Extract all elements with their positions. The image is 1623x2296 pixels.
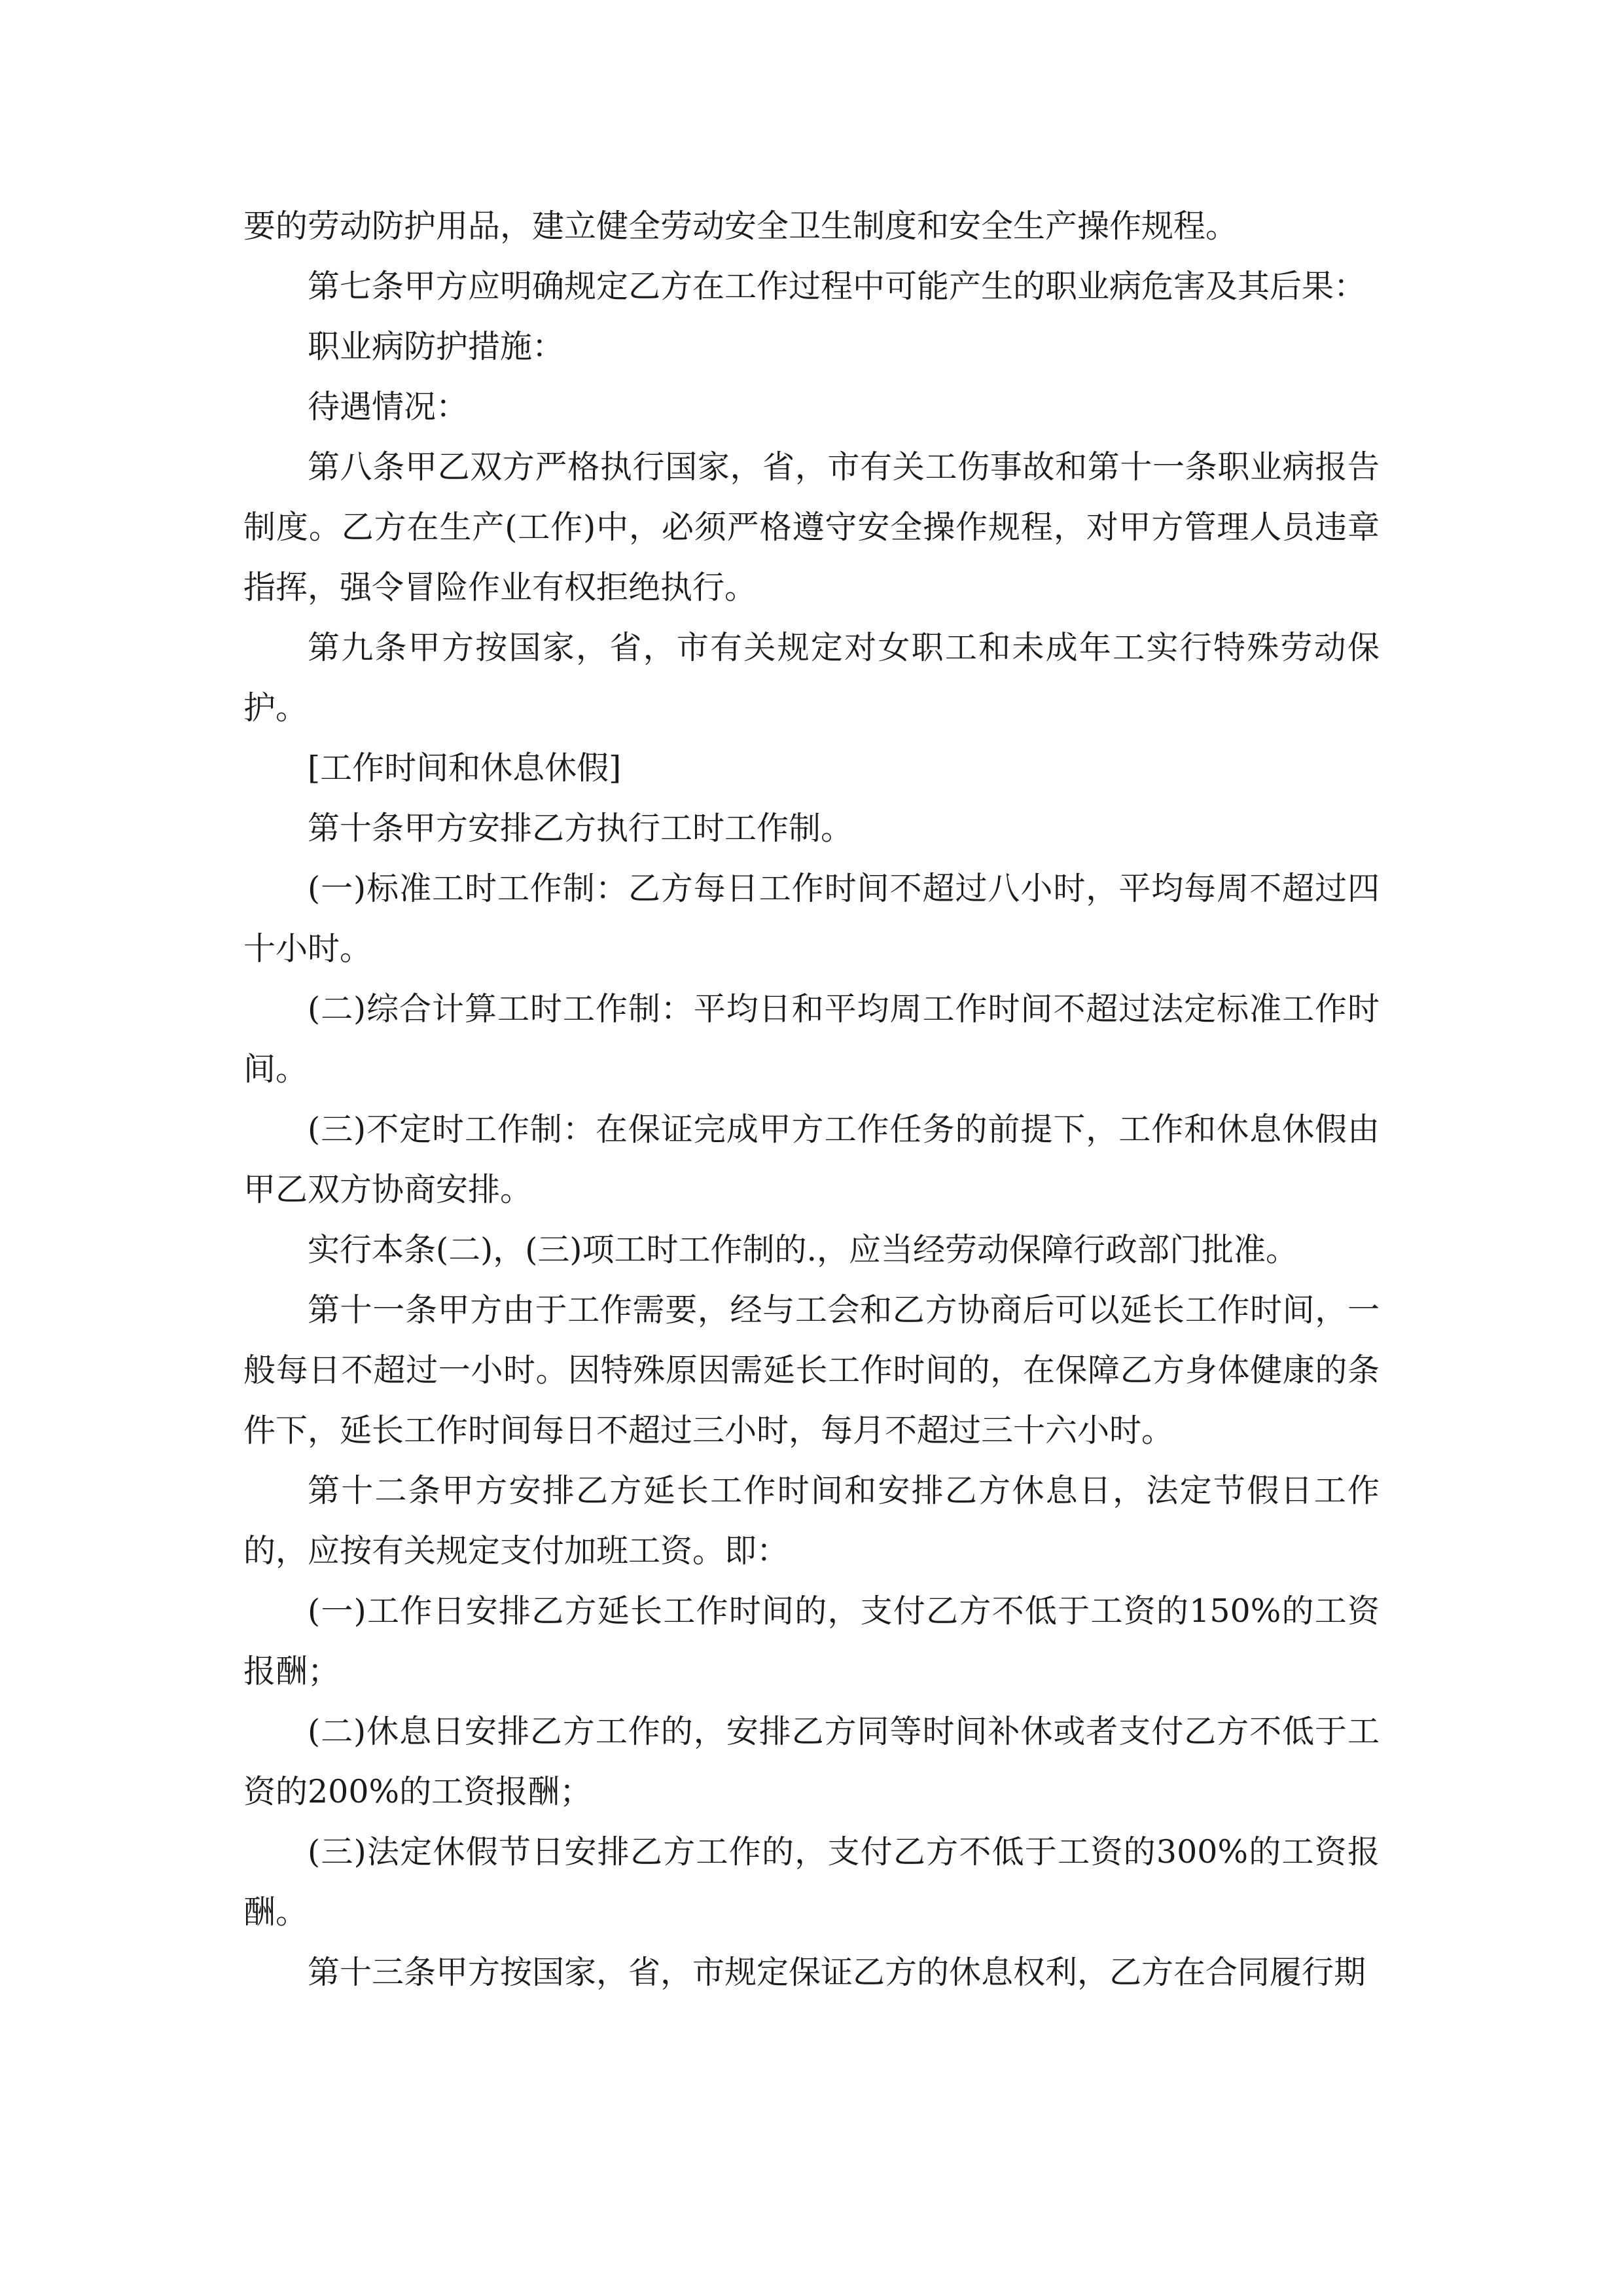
paragraph-flexible-hours: (三)不定时工作制：在保证完成甲方工作任务的前提下，工作和休息休假由甲乙双方协商安排。 xyxy=(243,1111,1380,1208)
paragraph-occupational-protection: 职业病防护措施： xyxy=(308,328,565,365)
paragraph-treatment: 待遇情况： xyxy=(308,388,469,425)
paragraph-article-7: 第七条甲方应明确规定乙方在工作过程中可能产生的职业病危害及其后果： xyxy=(308,268,1366,305)
document-body xyxy=(243,196,1380,2003)
paragraph-approval: 实行本条(二)，(三)项工时工作制的.，应当经劳动保障行政部门批准。 xyxy=(308,1231,1298,1268)
paragraph-article-13: 第十三条甲方按国家，省，市规定保证乙方的休息权利，乙方在合同履行期 xyxy=(308,1954,1366,1991)
paragraph-continuation: 要的劳动防护用品，建立健全劳动安全卫生制度和安全生产操作规程。 xyxy=(243,207,1238,245)
paragraph-overtime-restday: (二)休息日安排乙方工作的，安排乙方同等时间补休或者支付乙方不低于工资的200%的工资报酬； xyxy=(243,1713,1380,1810)
paragraph-article-12: 第十二条甲方安排乙方延长工作时间和安排乙方休息日，法定节假日工作的，应按有关规定支付加班工资。即： xyxy=(243,1472,1380,1570)
paragraph-comprehensive-hours: (二)综合计算工时工作制：平均日和平均周工作时间不超过法定标准工作时间。 xyxy=(243,990,1380,1088)
paragraph-overtime-holiday: (三)法定休假节日安排乙方工作的，支付乙方不低于工资的300%的工资报酬。 xyxy=(243,1833,1380,1931)
paragraph-article-8: 第八条甲乙双方严格执行国家，省，市有关工伤事故和第十一条职业病报告制度。乙方在生产(工作)中，必须严格遵守安全操作规程，对甲方管理人员违章指挥，强令冒险作业有权拒绝执行。 xyxy=(243,448,1380,606)
paragraph-standard-hours: (一)标准工时工作制：乙方每日工作时间不超过八小时，平均每周不超过四十小时。 xyxy=(243,870,1380,967)
paragraph-overtime-workday: (一)工作日安排乙方延长工作时间的，支付乙方不低于工资的150%的工资报酬； xyxy=(243,1592,1380,1690)
section-heading-working-hours: [工作时间和休息休假] xyxy=(308,749,622,787)
paragraph-article-10: 第十条甲方安排乙方执行工时工作制。 xyxy=(308,810,853,847)
paragraph-article-11: 第十一条甲方由于工作需要，经与工会和乙方协商后可以延长工作时间，一般每日不超过一小时。因特殊原因需延长工作时间的，在保障乙方身体健康的条件下，延长工作时间每日不超过三小时，每月不超过三十六小时。 xyxy=(243,1291,1380,1449)
paragraph-article-9: 第九条甲方按国家，省，市有关规定对女职工和未成年工实行特殊劳动保护。 xyxy=(243,629,1380,726)
